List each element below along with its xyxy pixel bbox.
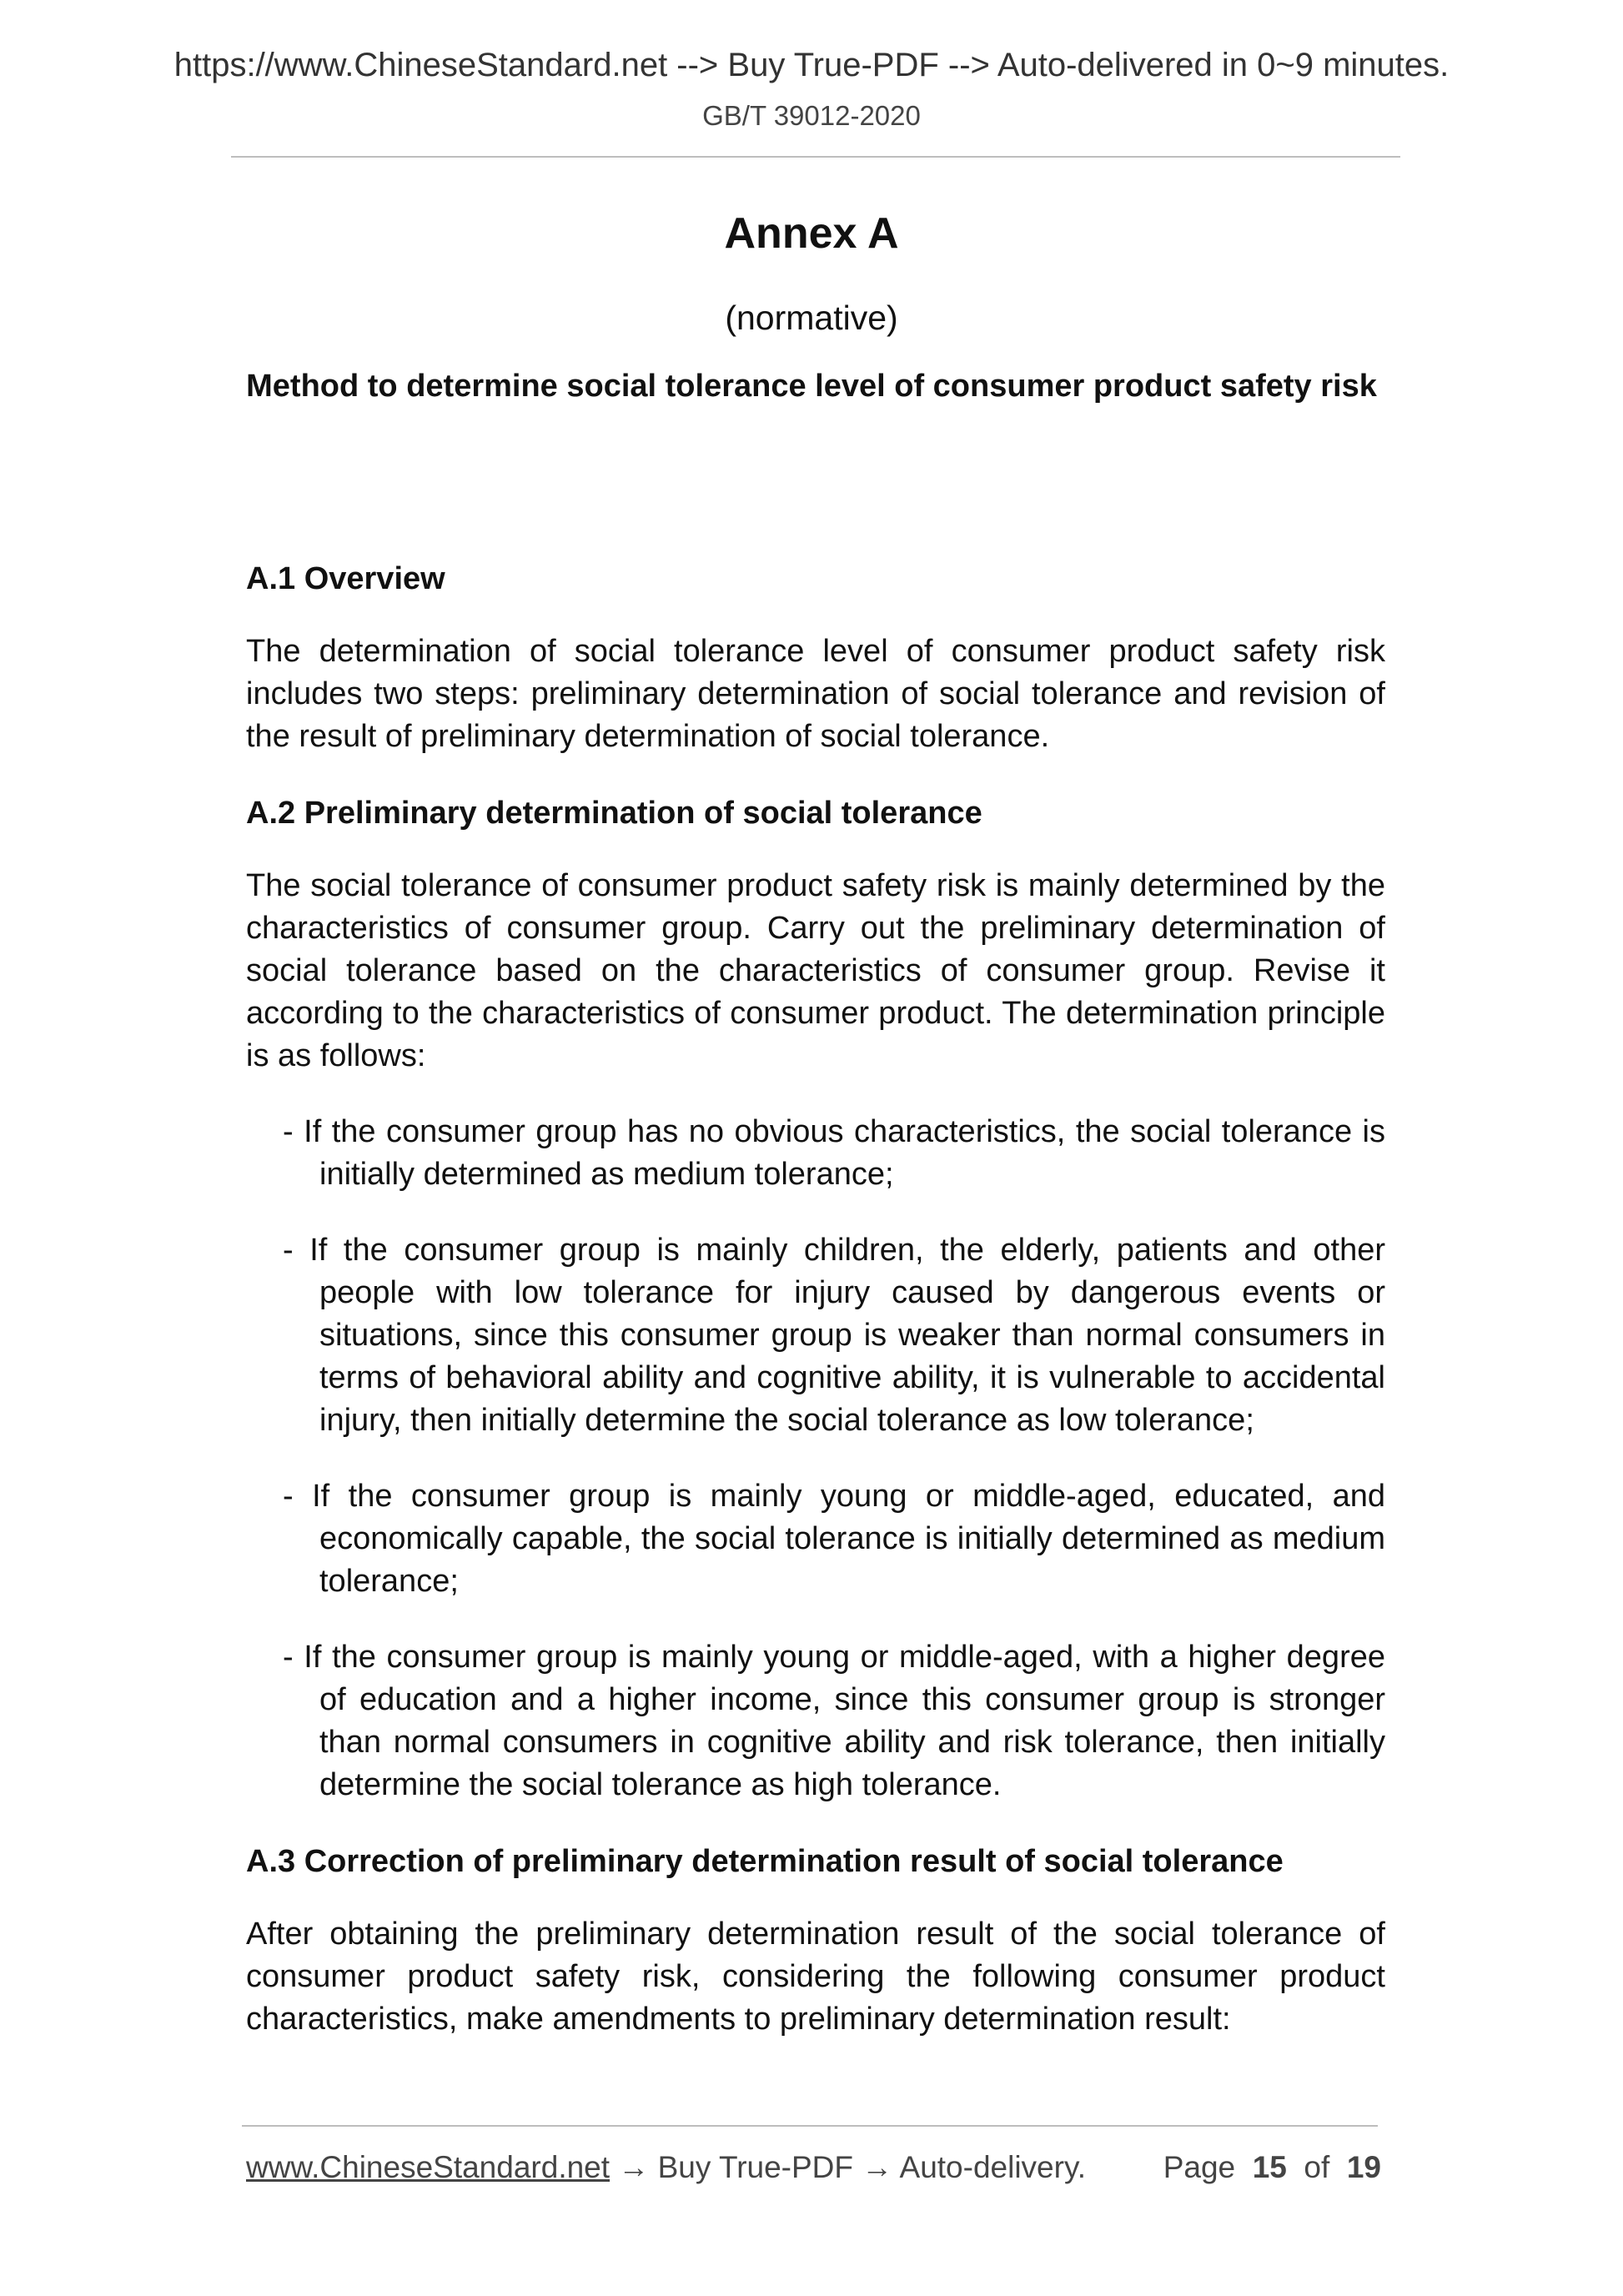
page-total: 19 <box>1346 2150 1381 2184</box>
footer-site-link[interactable]: www.ChineseStandard.net <box>246 2150 611 2184</box>
annex-subtitle: Method to determine social tolerance level of consumer product safety risk <box>246 369 1377 404</box>
standard-id: GB/T 39012-2020 <box>702 100 921 131</box>
header-url-line: https://www.ChineseStandard.net --> Buy True-PDF --> Auto-delivered in 0~9 minutes. <box>173 47 1450 83</box>
page-footer <box>246 2150 1381 2185</box>
footer-divider <box>242 2125 1378 2127</box>
annex-type: (normative) <box>725 299 898 337</box>
annex-title: Annex A <box>724 209 899 258</box>
section-heading-a2: A.2 Preliminary determination of social tolerance <box>246 796 982 831</box>
list-item: - If the consumer group is mainly children, the elderly, patients and other people with low tolerance for injury caused by dangerous events or situations, since this consumer group is weaker than normal consumers in terms of behavioral ability and cognitive ability, it is vulnerable to accidental injury, then initially determine the social tolerance as low tolerance; <box>283 1233 1385 1438</box>
header-divider <box>231 156 1400 158</box>
footer-tagline: → Buy True-PDF → Auto-delivery. <box>610 2150 1086 2184</box>
page-current: 15 <box>1252 2150 1287 2184</box>
document-body <box>246 557 1385 2041</box>
section-paragraph-a3: After obtaining the preliminary determination result of the social tolerance of consumer product safety risk, considering the following consumer product characteristics, make amendments to preliminary determination result: <box>246 1917 1385 2037</box>
list-item: - If the consumer group is mainly young or middle-aged, educated, and economically capable, the social tolerance is initially determined as medium tolerance; <box>283 1479 1385 1599</box>
of-word: of <box>1304 2150 1330 2184</box>
list-item: - If the consumer group is mainly young or middle-aged, with a higher degree of education and a higher income, since this consumer group is stronger than normal consumers in cognitive ability and risk tolerance, then initially determine the social tolerance as high tolerance. <box>283 1640 1385 1802</box>
page-number <box>1163 2150 1381 2185</box>
section-paragraph-a2: The social tolerance of consumer product safety risk is mainly determined by the characteristics of consumer group. Carry out the preliminary determination of social tolerance based on the characteristics of consumer group. Revise it according to the characteristics of consumer product. The determination principle is as follows: <box>246 868 1385 1073</box>
list-item: - If the consumer group has no obvious characteristics, the social tolerance is initially determined as medium tolerance; <box>283 1114 1385 1192</box>
section-paragraph-a1: The determination of social tolerance level of consumer product safety risk includes two steps: preliminary determination of social tolerance and revision of the result of preliminary determination of social tolerance. <box>246 634 1385 754</box>
footer-left <box>246 2150 1086 2185</box>
section-heading-a3: A.3 Correction of preliminary determination result of social tolerance <box>246 1844 1284 1879</box>
page-word: Page <box>1163 2150 1236 2184</box>
section-heading-a1: A.1 Overview <box>246 561 445 596</box>
